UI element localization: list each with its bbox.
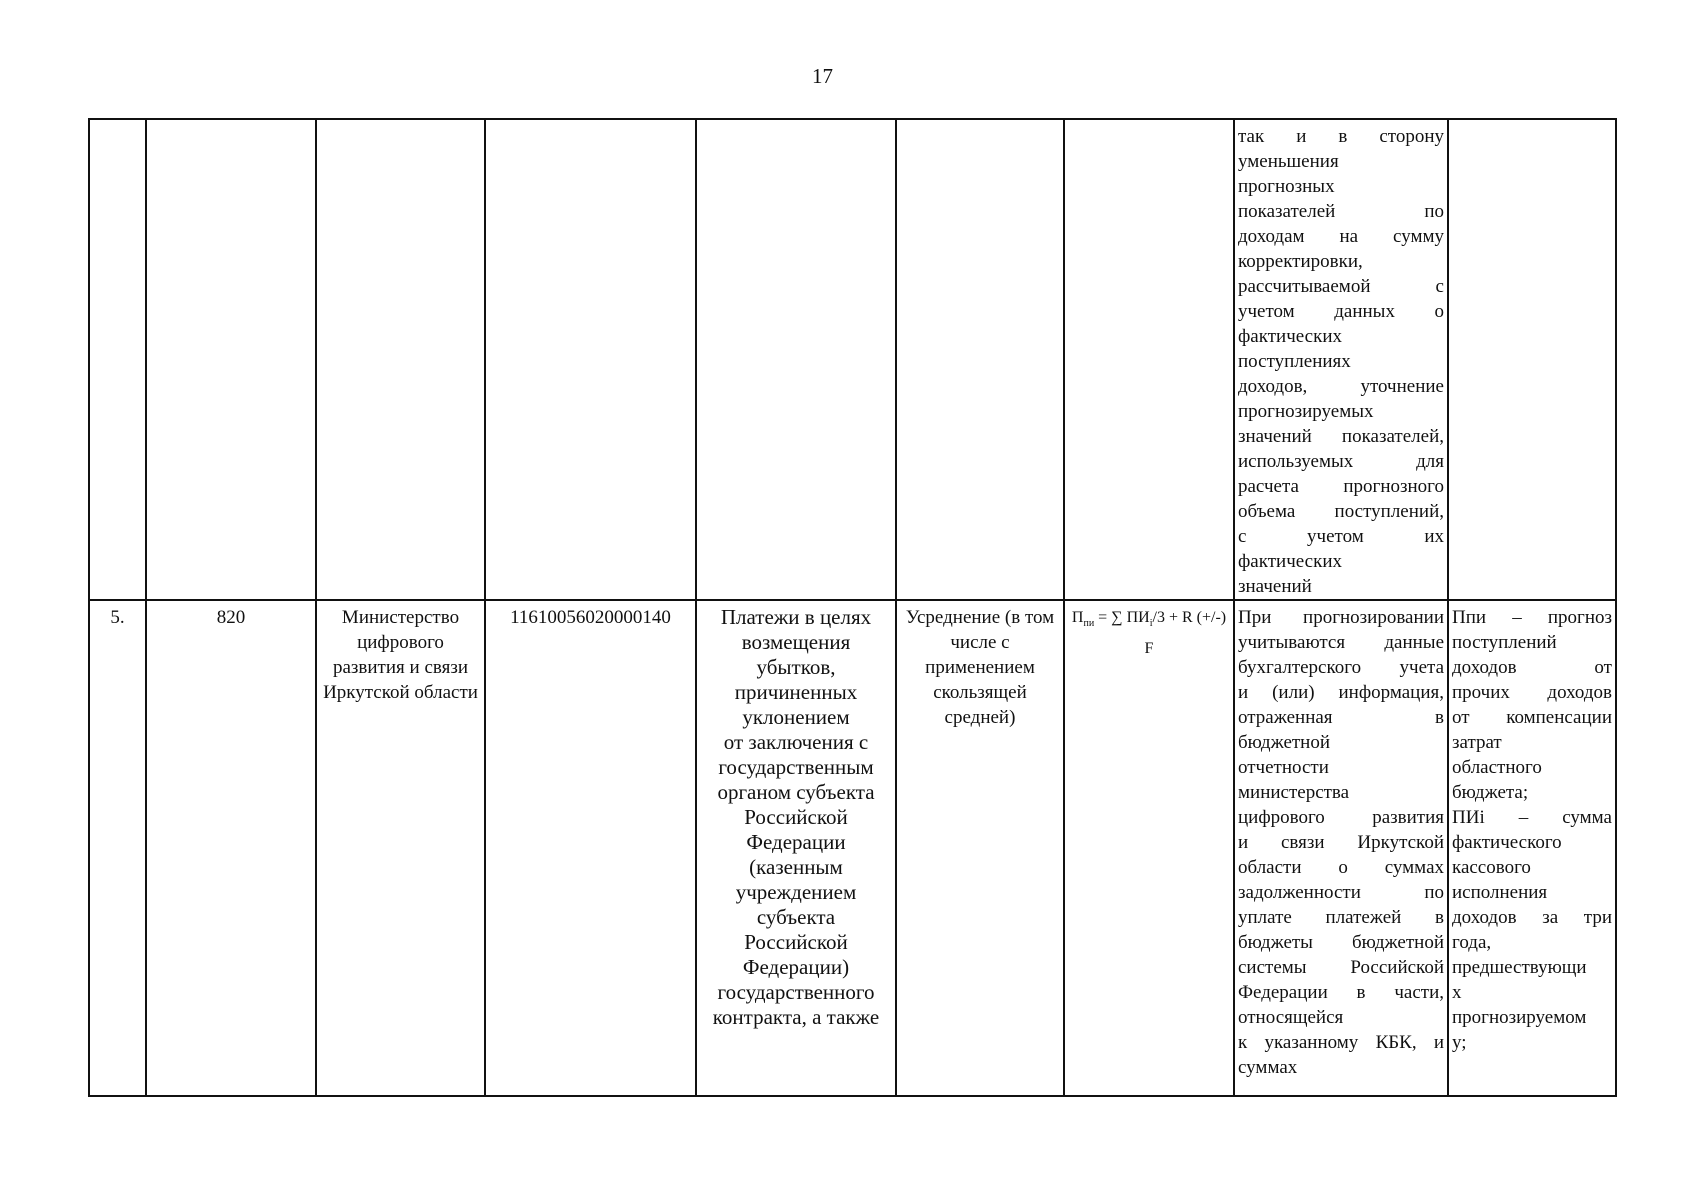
- forecast-methods-table: [88, 118, 1617, 1097]
- cell-method-description: так и в сторону уменьшения прогнозных показателей по доходам на сумму корректировки, рассчитываемой с учетом данных о фактических поступлениях доходов, уточнение прогнозируемых значений показателей, используемых для расчета прогнозного объема поступлений, с учетом их фактических значений: [1234, 119, 1448, 600]
- cell-empty: [896, 119, 1064, 600]
- cell-empty: [316, 119, 485, 600]
- kbk-code: 11610056020000140: [485, 600, 696, 1096]
- cell-empty: [485, 119, 696, 600]
- cell-empty: [89, 119, 146, 600]
- table-row-continued: [89, 119, 1616, 600]
- forecast-formula: $П_{пи}$ = ∑ $ПИ_i/3 + R$ (+/-) F: [1064, 600, 1234, 1096]
- page-number: 17: [812, 64, 833, 88]
- indicators-description: Ппи – прогноз поступлений доходов от прочих доходов от компенсации затрат областного бюджета; ПИi – сумма фактического кассового исполнения доходов за три года, предшествующи х прогнозируемом у;: [1448, 600, 1616, 1096]
- cell-empty: [1064, 119, 1234, 600]
- row-number: 5.: [89, 600, 146, 1096]
- forecast-method: Усреднение (в том числе с применением скользящей средней): [896, 600, 1064, 1096]
- administrator-code: 820: [146, 600, 316, 1096]
- administrator-name: Министерство цифрового развития и связи Иркутской области: [316, 600, 485, 1096]
- cell-empty: [146, 119, 316, 600]
- cell-empty: [696, 119, 896, 600]
- cell-empty: [1448, 119, 1616, 600]
- income-name: Платежи в целях возмещения убытков, причиненных уклонением от заключения с государственным органом субъекта Российской Федерации (казенным учреждением субъекта Российской Федерации) государственного контракта, а также: [696, 600, 896, 1096]
- forecast-algorithm: При прогнозировании учитываются данные бухгалтерского учета и (или) информация, отраженная в бюджетной отчетности министерства цифрового развития и связи Иркутской области о суммах задолженности по уплате платежей в бюджеты бюджетной системы Российской Федерации в части, относящейся к указанному КБК, и суммах: [1234, 600, 1448, 1096]
- table-row-5: [89, 600, 1616, 1096]
